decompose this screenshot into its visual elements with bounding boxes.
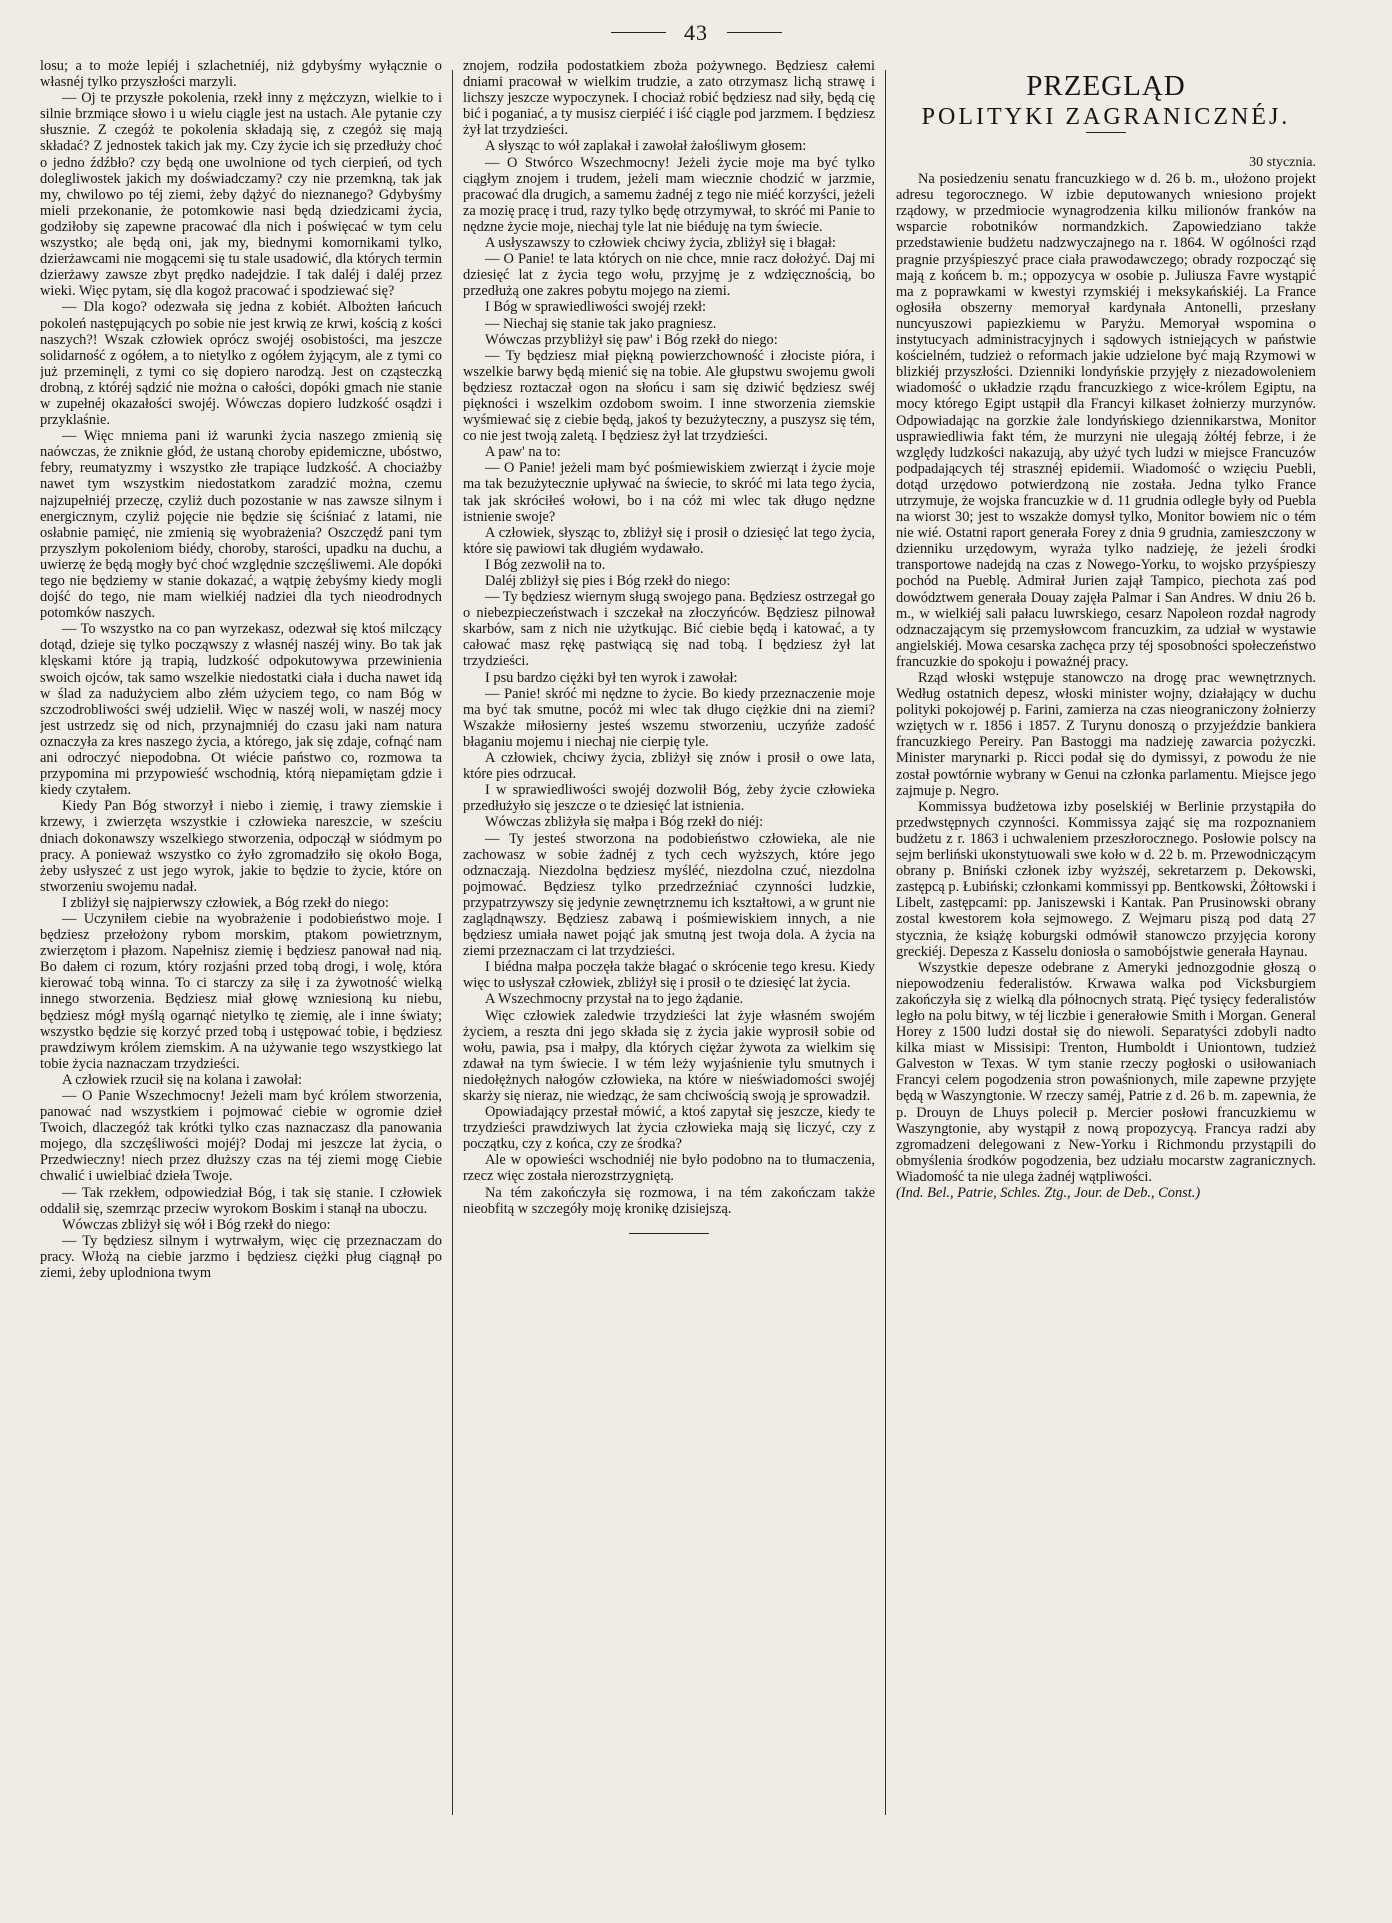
column-left [40,58,442,1828]
paragraph: — Ty jesteś stworzona na podobieństwo człowieka, ale nie zachowasz w sobie żadnéj z tych cech wyższych, które jego odznaczają. Niezdolna będziesz myśléć, niezdolna czuć, niezdolna pojmować. Będziesz tylko przedrzeźniać czynności ludzkie, przypatrzywszy się jedynie zewnętrznemu ich kształtowi, a w grunt nie zaglądnąwszy. Będziesz zabawą i pośmiewiskiem innych, a nie będziesz umiała nawet pojąć jak smutną jest twoja dola. A życia na ziemi przeznaczam ci lat trzydzieści. [463,830,875,960]
paragraph: — O Stwórco Wszechmocny! Jeżeli życie moje ma być tylko ciągłym znojem i trudem, jeżeli mam wiecznie chodzić w jarzmie, pracować dla drugich, a samemu żadnéj z tego nie miéć korzyści, jeżeli za mozię pracę i trud, razy tylko będę otrzymywał, to skróć mi Panie to nędzne życie moje, niechaj tyle lat nie biéduję na tym świecie. [463,154,875,235]
dateline: 30 stycznia. [1249,155,1316,170]
paragraph: — O Panie! jeżeli mam być pośmiewiskiem zwierząt i życie moje ma tak bezużytecznie upływać na świecie, to skróć mi lata tego życia, tak jak skróciłeś wołowi, bo i na cóż mi wlec tak długo nędzne istnienie swoje? [463,460,875,525]
column-divider-right [885,70,886,1815]
paragraph: Daléj zbliżył się pies i Bóg rzekł do niego: [485,573,731,589]
paragraph: Więc człowiek zaledwie trzydzieści lat żyje własném swojém życiem, a reszta dni jego składa się z życia jakie wyprosił sobie od wołu, pawia, psa i małpy, dla których ciężar żywota za wielkim się zdawał na tym świecie. I w tém leży wyjaśnienie tylu smutnych i niedołężnych nałogów człowieka, na które w nieświadomości swojéj skarży się nieraz, nie wiedząc, że sam chciwością swoją je sprowadził. [463,1007,875,1104]
paragraph: A paw' na to: [485,444,561,461]
paragraph: A usłyszawszy to człowiek chciwy życia, zbliżył się i błagał: [485,235,836,252]
paragraph: I Bóg w sprawiedliwości swojéj rzekł: [485,299,707,316]
paragraph: — O Panie! te lata których on nie chce, mnie racz dołożyć. Daj mi dziesięć lat z życia tego wołu, przyjmę je z wdzięcznością, bo przedłużą one zakres pobytu mojego na ziemi. [463,251,875,300]
paragraph: losu; a to może lepiéj i szlachetniéj, niż gdybyśmy wyłącznie o własnéj tylko przyszłości marzyli. [40,58,442,91]
column-right [896,70,1316,1840]
article-end-rule [629,1233,709,1234]
column-middle [463,58,875,1828]
paragraph: znojem, rodziła podostatkiem zboża pożywnego. Będziesz całemi dniami pracował w wielkim trudzie, a zato otrzymasz lichą strawę i lichszy jeszcze wypoczynek. I chociaż robić będziesz nad siły, będą cię bić i poganiać, a ty musisz cierpiéć i iść ciągle pod jarzmem. I będziesz żył lat trzydzieści. [463,58,875,139]
title-rule [1086,132,1126,133]
paragraph: Opowiadający przestał mówić, a ktoś zapytał się jeszcze, kiedy te trzydzieści prawdziwych lat życia człowieka mają się liczyć, czy z początku, czy z końca, czy ze środka? [463,1104,875,1153]
paragraph: A słysząc to wół zaplakał i zawołał żałośliwym głosem: [485,138,807,155]
paragraph: — Uczyniłem ciebie na wyobrażenie i podobieństwo moje. I będziesz przełożony rybom morskim, ptakom powietrznym, zwierzętom i płazom. Napełnisz ziemię i będziesz panował nad nią. Bo dałem ci rozum, który rozjaśni przed tobą drogi, i wolę, która kierować tobą winna. To ci starczy za siłę i za żywotność wielką innego stworzenia. Będziesz miał głowę wzniesioną ku niebu, będziesz mógł myślą ogarnąć nietylko tę ziemię, ale i inne światy; wszystko będzie się korzyć przed tobą i ustępować tobie, i będziesz prawdziwym królem ziemskim. A na używanie tego wszystkiego lat tobie życia naznaczam trzydzieści. [40,910,442,1072]
paragraph: — Ty będziesz silnym i wytrwałym, więc cię przeznaczam do pracy. Włożą na ciebie jarzmo i będziesz ciężki pług ciągnął po ziemi, żeby uplodniona twym [40,1232,442,1282]
paragraph: I w sprawiedliwości swojéj dozwolił Bóg, żeby życie człowieka przedłużyło się jeszcze o te dziesięć lat istnienia. [463,782,875,815]
paragraph: I psu bardzo ciężki był ten wyrok i zawołał: [485,669,738,686]
paragraph: Ale w opowieści wschodniéj nie było podobno na to tłumaczenia, rzecz więc została nierozstrzygniętą. [463,1152,875,1185]
section-subtitle: POLITYKI ZAGRANICZNÉJ. [921,104,1291,130]
paragraph: Wówczas zbliżył się wół i Bóg rzekł do niego: [62,1216,331,1233]
paragraph: — O Panie Wszechmocny! Jeżeli mam być królem stworzenia, panować nad wszystkiem i pojmować ciebie w ogromie dzieł Twoich, dlaczegóż tak krótki tylko czas naznaczasz dla panowania mojego, dla szczęśliwości mojéj? Dodaj mi jeszcze lat życia, o Przedwieczny! niech przez dłuższy czas na téj ziemi mogę Ciebie chwalić i uwielbiać dzieła Twoje. [40,1088,442,1185]
paragraph: Na posiedzeniu senatu francuzkiego w d. 26 b. m., ułożono projekt adresu tegorocznego. W izbie deputowanych wniesiono projekt rządowy, w przedmiocie wynagrodzenia kilku milionów franków na wsparcie robotników normandzkich. Zapowiedziano także przedstawienie budżetu nadzwyczajnego na r. 1864. W ogólności rząd pragnie przyśpieszyć prace ciała prawodawczego; obrady rozpocząć się mają z końcem b. m.; oppozycya w osobie p. Juliusza Favre wystąpić ma z poprawkami w kwestyi rzymskiéj i meksykańskiéj. La France ogłosiła obszerny memoryał kardynała Antonelli, przesłany nuncyuszowi papiezkiemu w Paryżu. Memoryał wspomina o instytucyach administracyjnych i sądowych istniejących w państwie kościelném, tudzież o reformach jakie udzielone być mają Rzymowi w blizkiéj przyszłości. Dzienniki londyńskie przyjęły z niezadowoleniem wiadomość o układzie rządu francuzkiego z wice-królem Egiptu, na mocy którego Egipt ustąpił dla Francyi kilkaset żołnierzy murzynów. Odpowiadając na gorzkie żale londyńskiego dziennikarstwa, Monitor usprawiedliwia fakt tém, że murzyni nie ulegają żółtéj febrze, i że względy ludzkości nakazują, aby użyć tych ludzi w miejsce Francuzów podpadających téj strasznéj epidemii. Wiadomość o wzięciu Puebli, dotąd urzędowo potwierdzoną nie została. Jedna tylko France utrzymuje, że wojska francuzkie w d. 11 grudnia odległe były od Puebla na wiorst 30; jest to wszakże domysł tylko, Monitor bowiem nic o tém nie wié. Ostatni raport generała Forey z dnia 9 grudnia, zamieszczony w dzienniku urzędowym, wyraża tylko nadzieję, że jeżeli środki transportowe nadejdą na czas z Nowego-Yorku, to wojsko przyśpieszy pochód na Pueblę. Admirał Jurien zajął Tampico, piechota zaś pod dowództwem generała Douay zajęła Palmar i San Andres. W dniu 26 b. m., w wielkiéj sali pałacu luwrskiego, cesarz Napoleon rozdał nagrody odznaczającym się przemysłowcom francuzkim, za udział w wystawie angielskiéj. Mowa cesarska zachęca przy téj sposobności społeczeństwo francuzkie do spokoju i poważnéj pracy. [896,171,1316,670]
paragraph: — Więc mniema pani iż warunki życia naszego zmienią się naówczas, że zniknie głód, że ustaną choroby epidemiczne, ubóstwo, febry, reumatyzmy i wszystko złe trapiące ludzkość. A chociażby nawet tym wszystkim niedostatkom zaradzić można, czemu najzupełniéj przeczę, czyliż duch pozostanie w nas zawsze silnym i energicznym, czyliż pojęcie nie będzie się ściśniać z latami, nie osłabnie pamięć, nie zmienią się wyobrażenia? Oszczędź pani tym przyszłym pokoleniom biédy, choroby, starości, upadku na duchu, a uwierzę że będą mogły być choć względnie szczęśliwemi. Ale dopóki tego nie będziemy w stanie dokazać, a wątpię żebyśmy kiedy mogli dojść do tego, nie mam wielkiéj nadziei dla tych nieodrodnych potomków naszych. [40,428,442,622]
paragraph: Wszystkie depesze odebrane z Ameryki jednozgodnie głoszą o niepowodzeniu federalistów. Krwawa walka pod Vicksburgiem zakończyła się z wielką dla północnych stratą. Pięć tysięcy federalistów legło na polu bitwy, w téj liczbie i generałowie Smith i Morgan. General Horey z 1500 ludzi dostał się do niewoli. Separatyści zdobyli nadto kilka miast w Missisipi: Trenton, Humboldt i Uniontown, tudzież Galveston w Texas. W tym stanie rzeczy pogłoski o usiłowaniach Francyi celem pogodzenia stron powaśnionych, mile zapewne przyjęte będą w Waszyngtonie. W rzeczy saméj, Patrie z d. 26 b. m. zapewnia, że p. Drouyn de Lhuys polecił p. Mercier posłowi francuzkiemu w Waszyngtonie, aby wystąpił z nową propozycyą. Francya radzi aby zgromadzeni delegowani z New-Yorku i Richmondu przystąpili do obmyślenia środków pogodzenia, bez udziału mocarstw zagranicznych. Wiadomość ta nie ulega żadnéj wątpliwości. [896,959,1316,1185]
paragraph: Kiedy Pan Bóg stworzył i niebo i ziemię, i trawy ziemskie i krzewy, i zwierzęta wszystkie i człowieka nareszcie, w sześciu dniach dokonawszy wszelkiego stworzenia, odpoczął w siódmym po pracy. A ponieważ wszystko co żyło zgromadziło się około Boga, żeby usłyszeć z ust jego wyrok, jakie to będzie to życie, które on stworzeniu swojemu nadał. [40,798,442,895]
paragraph: — Tak rzekłem, odpowiedział Bóg, i tak się stanie. I człowiek oddalił się, szemrząc przeciw wyrokom Boskim i stanął na uboczu. [40,1184,442,1217]
paragraph: A człowiek, chciwy życia, zbliżył się znów i prosił o owe lata, które pies odrzucał. [463,750,875,783]
paragraph: — To wszystko na co pan wyrzekasz, odezwał się ktoś milczący dotąd, dzieje się tylko począwszy z własnéj naszéj winy. Bo tak jak klęskami które ją trapią, ludzkość odpokutowywa przewinienia swoich ojców, tak samo wszelkie niedostatki ciała i ducha nawet idą w ślad za nadużyciem albo złém użyciem tego, co nam Bóg w szczodrobliwości swéj udzielił. Więc w naszéj woli, w naszéj mocy jest ustrzedz się od nich, przynajmniéj do czasu jaki nam natura oznaczyła za kres naszego życia, a którego, jak się zdaje, cofnąć nam ani odroczyć niepodobna. Ot wiécie państwo co, rozmowa ta przypomina mi przypowieść wschodnią, którą niepamiętam gdzie i kiedy czytałem. [40,621,442,799]
page-number-header [0,18,1392,46]
paragraph: Kommissya budżetowa izby poselskiéj w Berlinie przystąpiła do przedwstępnych czynności. Kommissya zająć się ma rozpoznaniem budżetu z r. 1863 i uchwaleniem przeszłorocznego. Posłowie polscy na sejm berliński ukonstytuowali swe koło w d. 22 b. m. Przewodniczącym obrany p. Bniński członek izby wyższéj, sekretarzem p. Dekowski, zastępcą p. Łubiński; członkami kommissyi pp. Bentkowski, Żółtowski i Libelt, zastępcami: pp. Janiszewski i Kantak. Pan Prusinowski obrany zostal kwestorem koła sejmowego. Z Wejmaru piszą pod datą 27 stycznia, że książę koburgski odmówił stanowczo przyjęcia korony greckiéj. Depesza z Kasselu doniosła o samobójstwie generała Haynau. [896,798,1316,960]
paragraph: — Ty będziesz wiernym sługą swojego pana. Będziesz ostrzegał go o niebezpieczeństwach i szczekał na złoczyńców. Będziesz pilnował skarbów, sam z nich nie użytkując. Bić ciebie będą i katować, a ty całować masz rękę pastwiącą się nad tobą. I będziesz żył lat trzydzieści. [463,589,875,670]
paragraph: A człowiek rzucił się na kolana i zawołał: [62,1071,303,1088]
paragraph: A Wszechmocny przystał na to jego żądanie. [485,991,744,1008]
paragraph: — Ty będziesz miał piękną powierzchowność i złociste pióra, i wszelkie barwy będą mienić się na tobie. Ale głupstwu swojemu gwoli będziesz roztaczał ogon na słońcu i sam się dziwić będziesz swéj piękności i wszelkim ozdobom swoim. I inne stworzenia ziemskie wyśmiewać się z ciebie będą, jakoś ty bezużyteczny, a puszysz się tém, co nie jest twoją zaletą. I będziesz żył lat trzydzieści. [463,347,875,445]
paragraph: A człowiek, słysząc to, zbliżył się i prosił o dziesięć lat tego życia, które się pawiowi tak długiém wydawało. [463,524,875,557]
paragraph: I biédna małpa poczęła także błagać o skrócenie tego kresu. Kiedy więc to usłyszał człowiek, zbliżył się i prosił o te dziesięć lat życia. [463,959,875,992]
header-rule-right [727,32,782,33]
paragraph: — Niechaj się stanie tak jako pragniesz. [485,315,717,332]
paragraph: Wówczas przybliżył się paw' i Bóg rzekł do niego: [485,331,778,348]
paragraph: Na tém zakończyła się rozmowa, i na tém zakończam także nieobfitą w szczegóły moję kronikę dzisiejszą. [463,1184,875,1217]
paragraph: — Dla kogo? odezwała się jedna z kobiét. Albożten łańcuch pokoleń następujących po sobie nie jest krwią ze krwi, kością z kości naszych?! Wszak człowiek oprócz swojéj osobistości, ma jeszcze solidarność z ogółem, a to nietylko z ogółem żyjącym, ale z tymi co już przeminęli, z tymi co się dopiero narodzą. Jest on cząsteczką drobną, z któréj sądzić nie można o całości, dopóki gmach nie stanie w zupełnéj okazałości swojéj. Wówczas dopiero ludzkość osądzi i przyklaśnie. [40,299,442,429]
paragraph: I zbliżył się najpierwszy człowiek, a Bóg rzekł do niego: [62,894,389,911]
paragraph: I Bóg zezwolił na to. [485,556,606,573]
paragraph: — Panie! skróć mi nędzne to życie. Bo kiedy przeznaczenie moje ma być tak smutne, pocóż mi wlec tak długo ciężkie dni na ziemi? Wszakże miłosierny jesteś wszemu stworzeniu, uczyńże zadość błaganiu mojemu i niechaj nie cierpię tyle. [463,685,875,750]
paragraph: — Oj te przyszłe pokolenia, rzekł inny z mężczyzn, wielkie to i silnie brzmiące słowo i u wielu ciągle jest na ustach. Ale pytanie czy słusznie. Z czegóż te pokolenia składają się, z czegóż się mają składać? Z jednostek takich jak my. Czy życie ich się przedłuży choć o jedno źdźbło? czy będą one uwolnione od tych cierpień, od tych dolegliwostek jakich my doświadczamy? czy nie przemkną, tak jak my, chwilowo po téj ziemi, żeby dążyć do nieznanego? Gdybyśmy mieli przekonanie, że potomkowie nasi będą dziedzicami życia, godziłoby się zapewne pracować dla nich i poświęcać w tym celu wszystko; ale będą oni, jak my, biednymi komornikami tylko, dzierżawcami nie mogącemi się tu stale usadowić, dla których termin dzierżawy zawsze zbyt prędko nadejdzie. I tak daléj i daléj przez wieki. Więc pytam, się dla kogoż pracować i spodziewać się? [40,90,442,300]
sources-citation: (Ind. Bel., Patrie, Schles. Ztg., Jour. de Deb., Const.) [896,1185,1201,1201]
page-number: 43 [684,19,708,45]
section-title: PRZEGLĄD [1026,70,1186,102]
paragraph: Wówczas zbliżyła się małpa i Bóg rzekł do niéj: [485,814,764,831]
paragraph: Rząd włoski wstępuje stanowczo na drogę prac wewnętrznych. Według ostatnich depesz, włoski minister wojny, działający w duchu polityki pokojowéj p. Farini, zamierza na czas nieograniczony żołnierzy wziętych w r. 1856 i 1857. Z Turynu donoszą o przyjeździe bankiera francuzkiego Pereiry. Pan Bastoggi ma nadzieję zawarcia pożyczki. Minister marynarki p. Ricci podał się do dymissyi, z powodu że nie został powtórnie wybrany w Genui na członka parlamentu. Miejsce jego zajmuje p. Negro. [896,670,1316,799]
column-divider-left [452,70,453,1815]
header-rule-left [611,32,666,33]
